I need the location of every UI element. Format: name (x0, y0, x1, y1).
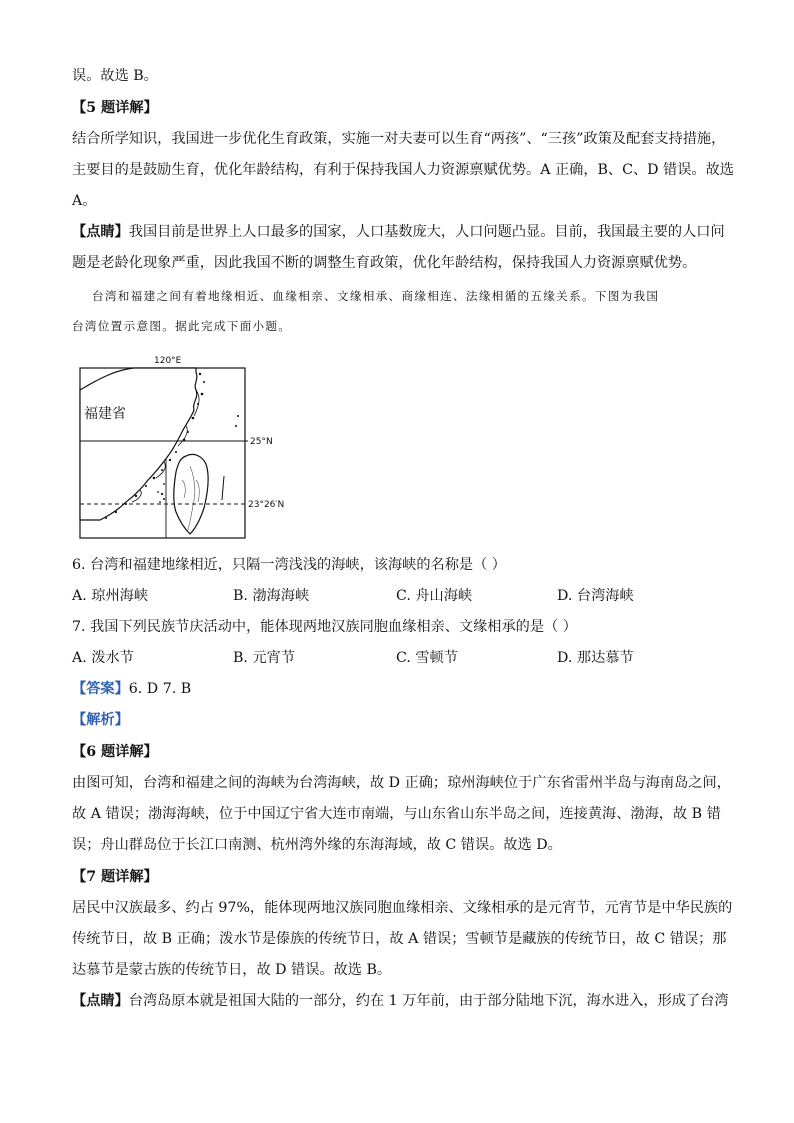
q6-option-b: B. 渤海海峡 (233, 588, 310, 604)
q7-option-d: D. 那达慕节 (557, 650, 634, 666)
answer-tag: 【答案】 (72, 681, 129, 697)
line-5: A。 (72, 193, 97, 209)
q7-detail-heading: 【7 题详解】 (72, 869, 158, 885)
q6-detail-3: 误；舟山群岛位于长江口南测、杭州湾外缘的东海海域，故 C 错误。故选 D。 (72, 837, 562, 853)
line-4: 主要目的是鼓励生育，优化年龄结构，有利于保持我国人力资源禀赋优势。A 正确，B、C、D 错误。故选 (72, 162, 734, 178)
q6-option-c: C. 舟山海峡 (396, 588, 473, 604)
q7-detail-2: 传统节日，故 B 正确；泼水节是傣族的传统节日，故 A 错误；雪顿节是藏族的传统节日，故 C 错误；那 (72, 931, 727, 947)
end-tip-tag: 【点睛】 (72, 993, 129, 1009)
q6-detail-heading: 【6 题详解】 (72, 744, 158, 760)
line-3: 结合所学知识，我国进一步优化生育政策，实施一对夫妻可以生育“两孩”、“三孩”政策及配套支持措施， (72, 131, 726, 147)
q7-option-c: C. 雪顿节 (396, 650, 458, 666)
tip-text: 我国目前是世界上人口最多的国家，人口基数庞大，人口问题凸显。目前，我国最主要的人口问 (128, 224, 725, 240)
q7-detail-1: 居民中汉族最多、约占 97%，能体现两地汉族同胞血缘相亲、文缘相承的是元宵节，元宵节是中华民族的 (72, 900, 733, 916)
province-label: 福建省 (84, 406, 126, 422)
answer-text: 6. D 7. B (128, 681, 192, 697)
question-7: 7. 我国下列民族节庆活动中，能体现两地汉族同胞血缘相亲、文缘相承的是（ ） (72, 619, 577, 635)
question-6: 6. 台湾和福建地缘相近，只隔一湾浅浅的海峡，该海峡的名称是（ ） (72, 557, 506, 573)
intro-line-2: 台湾位置示意图。据此完成下面小题。 (72, 319, 292, 333)
answer-line (72, 679, 191, 699)
lat-25n-label: 25°N (250, 437, 273, 447)
q7-detail-3: 达慕节是蒙古族的传统节日，故 D 错误。故选 B。 (72, 962, 392, 978)
longitude-label: 120°E (154, 356, 182, 366)
end-tip-text: 台湾岛原本就是祖国大陆的一部分，约在 1 万年前，由于部分陆地下沉，海水进入，形成了台湾 (128, 993, 729, 1009)
end-tip-line (72, 991, 729, 1011)
q6-option-a: A. 琼州海峡 (72, 588, 149, 604)
analysis-tag: 【解析】 (72, 712, 129, 728)
tip-line-2: 题是老龄化现象严重，因此我国不断的调整生育政策，优化年龄结构，保持我国人力资源禀赋优势。 (72, 255, 697, 271)
intro-line-1: 台湾和福建之间有着地缘相近、血缘相亲、文缘相承、商缘相连、法缘相循的五缘关系。下图为我国 (92, 289, 660, 303)
line-1: 误。故选 B。 (72, 68, 158, 84)
q7-option-b: B. 元宵节 (233, 650, 296, 666)
q6-detail-2: 故 A 错误；渤海海峡，位于中国辽宁省大连市南端，与山东省山东半岛之间，连接黄海、渤海，故 B 错 (72, 806, 721, 822)
penghu-islands (159, 493, 165, 503)
taiwan-location-map (78, 352, 318, 542)
tip-line-1 (72, 222, 725, 242)
tip-tag: 【点睛】 (72, 224, 129, 240)
q6-detail-1: 由图可知，台湾和福建之间的海峡为台湾海峡，故 D 正确；琼州海峡位于广东省雷州半岛与海南岛之间， (72, 775, 731, 791)
taiwan-island (174, 454, 208, 534)
lat-tropic-label: 23°26′N (248, 500, 285, 510)
q6-option-d: D. 台湾海峡 (557, 588, 634, 604)
ocean-mark (222, 476, 224, 500)
q7-option-a: A. 泼水节 (72, 650, 134, 666)
q5-detail-heading: 【5 题详解】 (72, 100, 158, 116)
